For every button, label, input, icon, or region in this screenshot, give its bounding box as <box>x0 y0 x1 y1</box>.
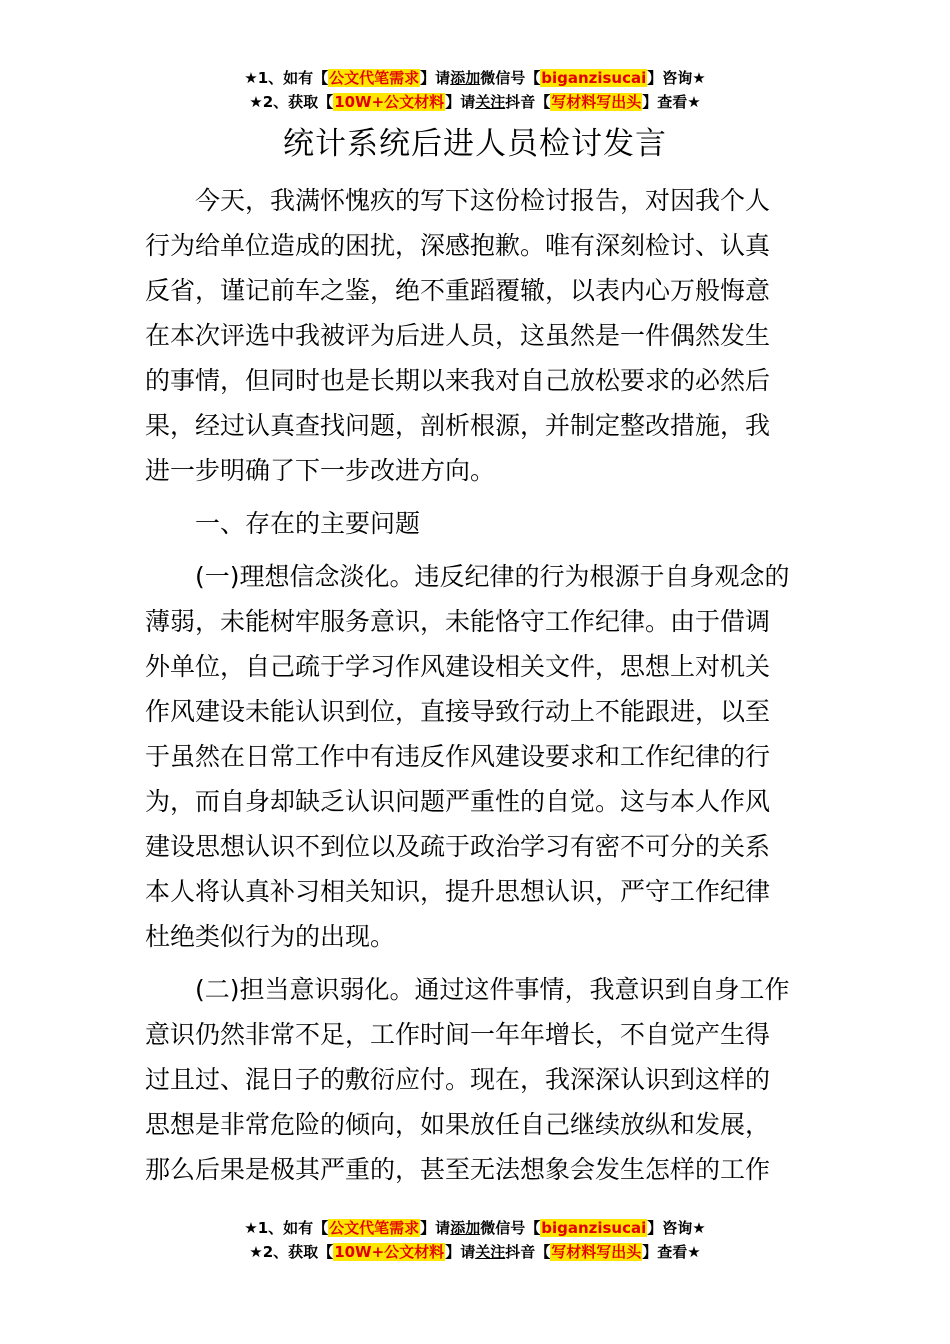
text-line: 思想是非常危险的倾向，如果放任自己继续放纵和发展， <box>145 1110 771 1139</box>
banner-text: 】咨询★ <box>647 1219 706 1237</box>
paragraph-item-1 <box>145 554 807 959</box>
text-line: (一)理想信念淡化。违反纪律的行为根源于自身观念的 <box>195 562 790 591</box>
text-line: 外单位，自己疏于学习作风建设相关文件，思想上对机关 <box>145 652 771 681</box>
paragraph-intro <box>145 178 807 493</box>
paragraph-item-2 <box>145 967 807 1192</box>
banner-line-2 <box>0 1240 950 1264</box>
banner-emphasis: 添加 <box>450 69 481 87</box>
banner-text: 】请 <box>420 69 451 87</box>
document-title: 统计系统后进人员检讨发言 <box>283 126 667 162</box>
header-banner <box>0 66 950 114</box>
text-line: 那么后果是极其严重的，甚至无法想象会发生怎样的工作 <box>145 1155 771 1184</box>
banner-highlight: 公文代笔需求 <box>329 1219 420 1237</box>
banner-text: 】请 <box>445 93 476 111</box>
banner-text: 抖音【 <box>505 93 551 111</box>
banner-highlight: 10W+公文材料 <box>334 93 445 111</box>
text-line: 为，而自身却缺乏认识问题严重性的自觉。这与本人作风 <box>145 787 771 816</box>
banner-text: 】请 <box>445 1243 476 1261</box>
footer-banner <box>0 1216 950 1264</box>
text-line: 在本次评选中我被评为后进人员，这虽然是一件偶然发生 <box>145 321 771 350</box>
banner-wechat-id: biganzisucai <box>541 69 647 87</box>
text-line: 本人将认真补习相关知识，提升思想认识，严守工作纪律 <box>145 877 771 906</box>
text-line: 杜绝类似行为的出现。 <box>145 922 396 951</box>
banner-text: 微信号【 <box>480 69 541 87</box>
banner-text: ★1、如有【 <box>244 1219 329 1237</box>
banner-highlight: 写材料写出头 <box>551 93 642 111</box>
banner-line-1 <box>0 66 950 90</box>
text-line: 果，经过认真查找问题，剖析根源，并制定整改措施，我 <box>145 411 771 440</box>
text-line: 于虽然在日常工作中有违反作风建设要求和工作纪律的行 <box>145 742 771 771</box>
text-line: 过且过、混日子的敷衍应付。现在，我深深认识到这样的 <box>145 1065 771 1094</box>
banner-wechat-id: biganzisucai <box>541 1219 647 1237</box>
text-line: 建设思想认识不到位以及疏于政治学习有密不可分的关系 <box>145 832 771 861</box>
banner-text: ★2、获取【 <box>249 1243 334 1261</box>
text-line: 今天，我满怀愧疚的写下这份检讨报告，对因我个人 <box>195 186 771 215</box>
banner-emphasis: 关注 <box>475 1243 506 1261</box>
banner-text: ★1、如有【 <box>244 69 329 87</box>
banner-text: 】请 <box>420 1219 451 1237</box>
banner-line-1 <box>0 1216 950 1240</box>
banner-text: 】查看★ <box>642 93 701 111</box>
section-heading <box>145 501 807 546</box>
banner-emphasis: 添加 <box>450 1219 481 1237</box>
text-line: 行为给单位造成的困扰，深感抱歉。唯有深刻检讨、认真 <box>145 231 771 260</box>
banner-line-2 <box>0 90 950 114</box>
text-line: 薄弱，未能树牢服务意识，未能恪守工作纪律。由于借调 <box>145 607 771 636</box>
text-line: (二)担当意识弱化。通过这件事情，我意识到自身工作 <box>195 975 790 1004</box>
banner-highlight: 写材料写出头 <box>551 1243 642 1261</box>
text-line: 反省，谨记前车之鉴，绝不重蹈覆辙，以表内心万般悔意 <box>145 276 771 305</box>
text-line: 作风建设未能认识到位，直接导致行动上不能跟进，以至 <box>145 697 771 726</box>
text-line: 的事情，但同时也是长期以来我对自己放松要求的必然后 <box>145 366 771 395</box>
banner-text: 】查看★ <box>642 1243 701 1261</box>
banner-highlight: 10W+公文材料 <box>334 1243 445 1261</box>
banner-emphasis: 关注 <box>475 93 506 111</box>
banner-text: ★2、获取【 <box>249 93 334 111</box>
heading-text: 一、存在的主要问题 <box>195 509 421 538</box>
banner-text: 抖音【 <box>505 1243 551 1261</box>
text-line: 意识仍然非常不足，工作时间一年年增长，不自觉产生得 <box>145 1020 771 1049</box>
banner-text: 】咨询★ <box>647 69 706 87</box>
banner-text: 微信号【 <box>480 1219 541 1237</box>
text-line: 进一步明确了下一步改进方向。 <box>145 456 496 485</box>
document-body <box>145 178 807 1192</box>
banner-highlight: 公文代笔需求 <box>329 69 420 87</box>
